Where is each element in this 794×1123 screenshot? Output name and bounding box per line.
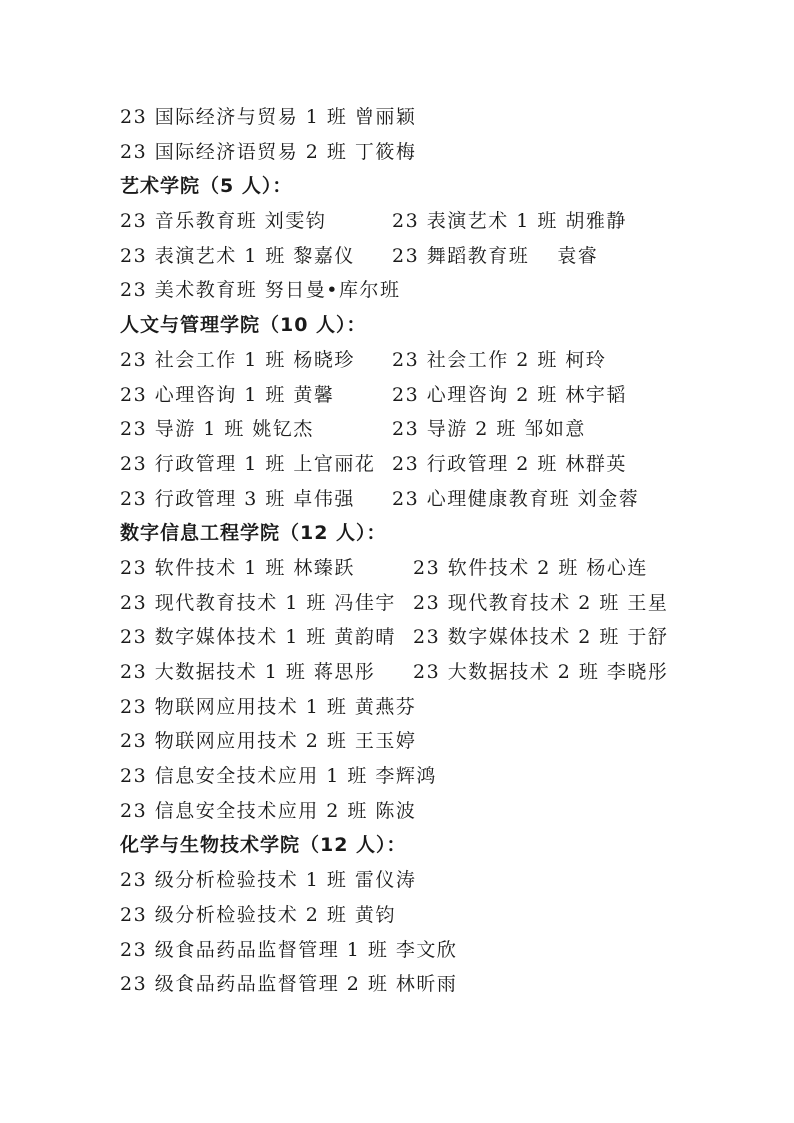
list-item	[0, 967, 794, 1002]
entry: 23 级分析检验技术 1 班 雷仪涛	[120, 869, 417, 892]
entry: 23 舞蹈教育班 袁睿	[392, 244, 599, 267]
entry: 23 社会工作 1 班 杨晓珍	[120, 348, 355, 371]
list-item	[0, 724, 794, 759]
list-item	[0, 759, 794, 794]
entry: 23 导游 1 班 姚钇杰	[120, 418, 314, 441]
entry: 23 数字媒体技术 2 班 于舒	[413, 626, 669, 649]
entry: 23 美术教育班 努日曼•库尔班	[120, 279, 401, 302]
section-heading-digital: 数字信息工程学院（12 人）：	[120, 522, 387, 545]
entry: 23 表演艺术 1 班 黎嘉仪	[120, 244, 355, 267]
entry: 23 现代教育技术 2 班 王星	[413, 591, 669, 614]
list-item	[0, 933, 794, 968]
entry: 23 行政管理 3 班 卓伟强	[120, 487, 355, 510]
list-item	[0, 482, 794, 517]
list-item	[0, 586, 794, 621]
entry: 23 级食品药品监督管理 2 班 林昕雨	[120, 973, 458, 996]
list-item	[0, 378, 794, 413]
list-item	[0, 690, 794, 725]
entry: 23 心理健康教育班 刘金蓉	[392, 487, 640, 510]
entry: 23 大数据技术 1 班 蒋思彤	[120, 661, 376, 683]
list-item	[0, 655, 794, 690]
section-heading-humanities: 人文与管理学院（10 人）：	[120, 314, 367, 337]
list-item	[0, 447, 794, 482]
list-item	[0, 135, 794, 170]
entry: 23 软件技术 2 班 杨心连	[413, 556, 648, 579]
entry: 23 心理咨询 1 班 黄馨	[120, 383, 335, 406]
entry: 23 级食品药品监督管理 1 班 李文欣	[120, 938, 458, 961]
entry: 23 数字媒体技术 1 班 黄韵晴	[120, 626, 396, 649]
entry: 23 心理咨询 2 班 林宇韬	[392, 383, 627, 406]
list-item	[0, 100, 794, 135]
entry: 23 级分析检验技术 2 班 黄钧	[120, 903, 396, 926]
list-item	[0, 551, 794, 586]
entry: 23 社会工作 2 班 柯玲	[392, 348, 607, 371]
entry: 23 行政管理 1 班 上官丽花	[120, 452, 376, 475]
entry: 23 软件技术 1 班 林臻跃	[120, 556, 355, 579]
entry: 23 表演艺术 1 班 胡雅静	[392, 210, 627, 233]
list-item	[0, 863, 794, 898]
list-item	[0, 204, 794, 239]
list-item	[0, 898, 794, 933]
entry: 23 国际经济语贸易 2 班 丁筱梅	[120, 140, 417, 163]
entry: 23 信息安全技术应用 1 班 李辉鸿	[120, 765, 437, 788]
entry: 23 国际经济与贸易 1 班 曾丽颖	[120, 106, 417, 128]
section-heading-arts: 艺术学院（5 人）：	[120, 175, 293, 198]
list-item	[0, 239, 794, 274]
entry: 23 现代教育技术 1 班 冯佳宇	[120, 591, 396, 614]
list-item	[0, 620, 794, 655]
section-heading-chemistry: 化学与生物技术学院（12 人）：	[120, 834, 407, 857]
entry: 23 大数据技术 2 班 李晓彤	[413, 661, 669, 683]
entry: 23 音乐教育班 刘雯钧	[120, 210, 327, 233]
entry: 23 导游 2 班 邹如意	[392, 418, 586, 441]
document-page	[0, 100, 794, 1002]
list-item	[0, 412, 794, 447]
entry: 23 信息安全技术应用 2 班 陈波	[120, 799, 417, 822]
entry: 23 物联网应用技术 2 班 王玉婷	[120, 730, 417, 753]
list-item	[0, 794, 794, 829]
list-item	[0, 273, 794, 308]
list-item	[0, 343, 794, 378]
entry: 23 行政管理 2 班 林群英	[392, 452, 627, 475]
entry: 23 物联网应用技术 1 班 黄燕芬	[120, 695, 417, 718]
